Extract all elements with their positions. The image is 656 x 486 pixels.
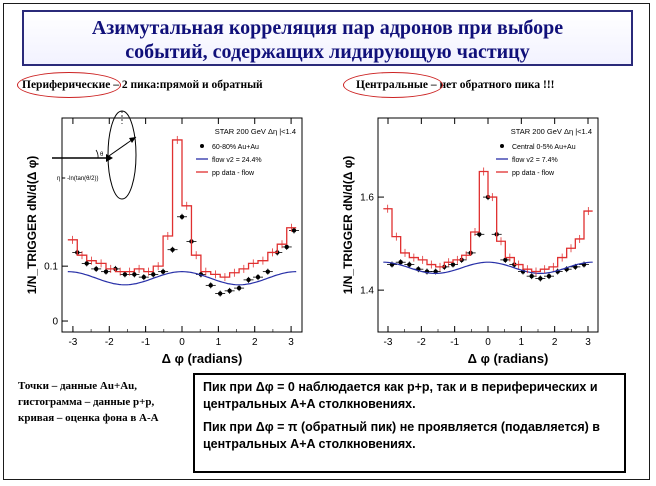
data-point	[151, 272, 155, 276]
left-caption-oval	[17, 72, 121, 98]
data-point	[132, 272, 136, 276]
data-point	[142, 275, 146, 279]
x-tick-label: 0	[179, 337, 185, 348]
pp-histogram	[68, 140, 296, 277]
data-point	[547, 274, 551, 278]
data-point	[529, 274, 533, 278]
note-line-3: кривая – оценка фона в A-A	[18, 412, 159, 424]
chart-peripheral	[14, 100, 314, 368]
x-tick-label: -1	[450, 337, 460, 348]
data-point	[477, 232, 481, 236]
legend-entry: flow v2 = 24.4%	[212, 157, 262, 164]
y-tick-label: 0.1	[44, 261, 58, 273]
x-tick-label: 2	[551, 337, 558, 348]
data-point	[218, 291, 222, 295]
inset-formula: η = -ln(tan(θ/2))	[57, 176, 99, 182]
data-point	[266, 269, 270, 273]
slide-title	[22, 10, 633, 66]
x-tick-label: 0	[485, 337, 491, 348]
data-point	[161, 269, 165, 273]
x-tick-label: -3	[383, 337, 393, 348]
chart-header: STAR 200 GeV Δη |<1.4	[510, 127, 592, 136]
x-tick-label: 1	[518, 337, 525, 348]
x-tick-label: 1	[215, 337, 222, 348]
data-point	[398, 260, 402, 264]
legend-entry: Central 0-5% Au+Au	[512, 144, 576, 151]
legend-marker-points	[500, 144, 504, 148]
right-caption-highlight: Центральные	[356, 79, 428, 91]
data-point	[180, 215, 184, 219]
data-point	[170, 247, 174, 251]
title-line-2: событий, содержащих лидирующую частицу	[125, 41, 530, 63]
data-point	[246, 278, 250, 282]
legend-entry: pp data - flow	[512, 170, 555, 177]
x-axis-label: Δ φ (radians)	[467, 351, 549, 366]
data-point	[85, 261, 89, 265]
data-point	[407, 262, 411, 266]
x-tick-label: 3	[288, 337, 294, 348]
left-caption-rest: – 2 пика:прямой и обратный	[110, 79, 263, 91]
legend-entry: 60-80% Au+Au	[212, 144, 259, 151]
title-line-1: Азимутальная корреляция пар адронов при выборе	[91, 17, 564, 39]
chart-central	[330, 100, 635, 368]
data-point	[256, 275, 260, 279]
left-caption-highlight: Периферические	[22, 79, 111, 91]
right-caption-rest: – нет обратного пика !!!	[427, 79, 555, 91]
info-paragraph-1: Пик при Δφ = 0 наблюдается как p+p, так и в периферических и центральных A+A столкновениях.	[203, 380, 598, 411]
legend-entry: flow v2 = 7.4%	[512, 157, 558, 164]
data-point	[237, 286, 241, 290]
data-point	[123, 272, 127, 276]
pp-histogram	[383, 172, 592, 272]
note-line-2: гистограмма – данные p+p,	[18, 396, 155, 408]
info-box	[193, 373, 626, 473]
legend-marker-points	[200, 144, 204, 148]
right-caption-oval	[343, 72, 443, 98]
data-point	[292, 228, 296, 232]
flow-curve	[68, 272, 296, 285]
data-point	[94, 267, 98, 271]
emission-diagram	[52, 111, 136, 199]
data-point	[285, 245, 289, 249]
y-tick-label: 1.6	[360, 192, 374, 204]
inset-angle-label: θ	[100, 152, 104, 158]
legend-entry: pp data - flow	[212, 170, 255, 177]
data-point	[538, 276, 542, 280]
x-tick-label: 2	[251, 337, 258, 348]
data-point	[227, 289, 231, 293]
y-tick-label: 0	[52, 316, 58, 328]
data-point	[209, 283, 213, 287]
x-tick-label: -2	[416, 337, 426, 348]
x-tick-label: -2	[104, 337, 114, 348]
x-tick-label: 3	[585, 337, 591, 348]
x-axis-label: Δ φ (radians)	[161, 351, 243, 366]
x-tick-label: -3	[68, 337, 78, 348]
data-point	[451, 262, 455, 266]
y-axis-label: 1/N_TRIGGER dN/d(Δ φ)	[341, 155, 355, 295]
legend-note	[18, 378, 159, 426]
y-tick-label: 1.4	[360, 285, 374, 297]
note-line-1: Точки – данные Au+Au,	[18, 380, 138, 392]
info-paragraph-2: Пик при Δφ = π (обратный пик) не проявляется (подавляется) в центральных A+A столкновениях.	[203, 420, 600, 451]
y-axis-label: 1/N_TRIGGER dN/d(Δ φ)	[25, 155, 39, 295]
data-point	[104, 269, 108, 273]
data-point	[503, 258, 507, 262]
chart-header: STAR 200 GeV Δη |<1.4	[214, 127, 296, 136]
x-tick-label: -1	[141, 337, 151, 348]
